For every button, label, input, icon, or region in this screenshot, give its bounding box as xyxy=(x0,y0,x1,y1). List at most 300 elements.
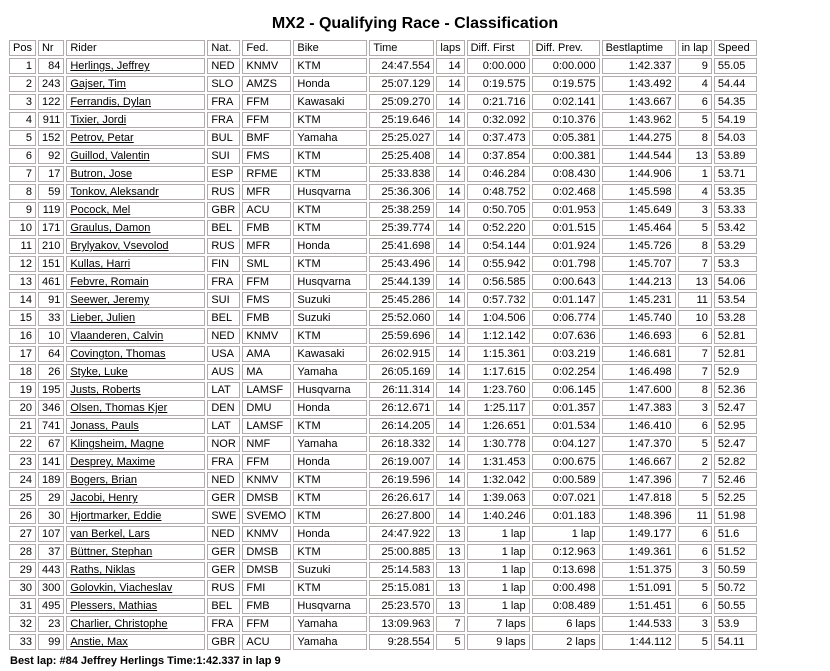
cell-laps: 14 xyxy=(436,148,464,164)
cell-speed: 53.33 xyxy=(714,202,757,218)
cell-nr: 189 xyxy=(38,472,64,488)
cell-time: 25:15.081 xyxy=(369,580,434,596)
cell-speed: 52.95 xyxy=(714,418,757,434)
column-header-nr: Nr xyxy=(38,40,64,56)
rider-link[interactable]: Herlings, Jeffrey xyxy=(70,60,150,72)
cell-speed: 52.81 xyxy=(714,346,757,362)
cell-pos: 9 xyxy=(9,202,36,218)
cell-nat: GBR xyxy=(207,634,240,650)
table-row xyxy=(9,598,757,614)
cell-laps: 13 xyxy=(436,562,464,578)
rider-link[interactable]: Jonass, Pauls xyxy=(70,420,139,432)
cell-diff-first: 1:25.117 xyxy=(467,400,530,416)
rider-link[interactable]: Olsen, Thomas Kjer xyxy=(70,402,168,414)
cell-time: 26:26.617 xyxy=(369,490,434,506)
cell-rider xyxy=(66,472,205,488)
rider-link[interactable]: Butron, Jose xyxy=(70,168,133,180)
cell-pos: 16 xyxy=(9,328,36,344)
cell-rider xyxy=(66,562,205,578)
rider-link[interactable]: Justs, Roberts xyxy=(70,384,141,396)
rider-link[interactable]: Jacobi, Henry xyxy=(70,492,138,504)
cell-fed: FMB xyxy=(242,310,291,326)
cell-laps: 14 xyxy=(436,508,464,524)
cell-nat: GER xyxy=(207,544,240,560)
cell-bike: Honda xyxy=(293,76,367,92)
cell-laps: 14 xyxy=(436,130,464,146)
table-row xyxy=(9,256,757,272)
cell-fed: KNMV xyxy=(242,328,291,344)
rider-link[interactable]: Klingsheim, Magne xyxy=(70,438,164,450)
rider-link[interactable]: van Berkel, Lars xyxy=(70,528,150,540)
cell-pos: 19 xyxy=(9,382,36,398)
cell-nat: SWE xyxy=(207,508,240,524)
cell-in-lap: 1 xyxy=(678,166,712,182)
cell-diff-first: 1:39.063 xyxy=(467,490,530,506)
rider-link[interactable]: Ferrandis, Dylan xyxy=(70,96,152,108)
cell-bike: Yamaha xyxy=(293,634,367,650)
cell-bike: Husqvarna xyxy=(293,382,367,398)
cell-diff-first: 0:55.942 xyxy=(467,256,530,272)
table-row xyxy=(9,328,757,344)
rider-link[interactable]: Styke, Luke xyxy=(70,366,128,378)
cell-diff-first: 1 lap xyxy=(467,526,530,542)
cell-speed: 53.71 xyxy=(714,166,757,182)
table-row xyxy=(9,148,757,164)
cell-speed: 52.82 xyxy=(714,454,757,470)
cell-pos: 30 xyxy=(9,580,36,596)
cell-bike: KTM xyxy=(293,148,367,164)
cell-time: 25:36.306 xyxy=(369,184,434,200)
cell-bike: KTM xyxy=(293,220,367,236)
cell-laps: 14 xyxy=(436,274,464,290)
cell-diff-prev: 0:07.021 xyxy=(532,490,600,506)
cell-time: 25:45.286 xyxy=(369,292,434,308)
cell-time: 13:09.963 xyxy=(369,616,434,632)
cell-diff-first: 0:37.473 xyxy=(467,130,530,146)
cell-fed: DMSB xyxy=(242,544,291,560)
cell-diff-prev: 0:13.698 xyxy=(532,562,600,578)
cell-rider xyxy=(66,58,205,74)
cell-pos: 7 xyxy=(9,166,36,182)
cell-speed: 54.03 xyxy=(714,130,757,146)
cell-time: 26:14.205 xyxy=(369,418,434,434)
cell-rider xyxy=(66,544,205,560)
column-header-nat: Nat. xyxy=(207,40,240,56)
cell-nr: 92 xyxy=(38,148,64,164)
rider-link[interactable]: Bogers, Brian xyxy=(70,474,137,486)
cell-in-lap: 3 xyxy=(678,616,712,632)
cell-speed: 51.6 xyxy=(714,526,757,542)
cell-diff-prev: 0:04.127 xyxy=(532,436,600,452)
cell-diff-first: 0:46.284 xyxy=(467,166,530,182)
rider-link[interactable]: Tixier, Jordi xyxy=(70,114,127,126)
cell-diff-first: 0:37.854 xyxy=(467,148,530,164)
cell-in-lap: 6 xyxy=(678,598,712,614)
rider-link[interactable]: Lieber, Julien xyxy=(70,312,136,324)
cell-rider xyxy=(66,400,205,416)
cell-time: 25:38.259 xyxy=(369,202,434,218)
cell-bestlaptime: 1:47.370 xyxy=(602,436,676,452)
cell-laps: 14 xyxy=(436,238,464,254)
cell-bestlaptime: 1:47.396 xyxy=(602,472,676,488)
cell-bike: Husqvarna xyxy=(293,184,367,200)
cell-pos: 15 xyxy=(9,310,36,326)
cell-bike: KTM xyxy=(293,472,367,488)
cell-bestlaptime: 1:51.091 xyxy=(602,580,676,596)
cell-speed: 52.25 xyxy=(714,490,757,506)
cell-nat: SLO xyxy=(207,76,240,92)
cell-bestlaptime: 1:43.492 xyxy=(602,76,676,92)
cell-diff-first: 1 lap xyxy=(467,562,530,578)
cell-speed: 53.9 xyxy=(714,616,757,632)
cell-diff-prev: 0:00.643 xyxy=(532,274,600,290)
cell-bestlaptime: 1:44.906 xyxy=(602,166,676,182)
cell-time: 26:19.596 xyxy=(369,472,434,488)
cell-diff-first: 0:48.752 xyxy=(467,184,530,200)
cell-in-lap: 10 xyxy=(678,310,712,326)
cell-in-lap: 5 xyxy=(678,112,712,128)
table-row xyxy=(9,454,757,470)
cell-in-lap: 6 xyxy=(678,94,712,110)
cell-diff-prev: 0:05.381 xyxy=(532,130,600,146)
cell-diff-prev: 0:01.357 xyxy=(532,400,600,416)
table-row xyxy=(9,634,757,650)
cell-in-lap: 3 xyxy=(678,202,712,218)
cell-nat: RUS xyxy=(207,238,240,254)
rider-link[interactable]: Graulus, Damon xyxy=(70,222,151,234)
cell-in-lap: 5 xyxy=(678,580,712,596)
cell-fed: AMZS xyxy=(242,76,291,92)
cell-diff-first: 1:32.042 xyxy=(467,472,530,488)
cell-speed: 52.47 xyxy=(714,436,757,452)
cell-rider xyxy=(66,238,205,254)
cell-bestlaptime: 1:46.498 xyxy=(602,364,676,380)
cell-diff-prev: 0:06.145 xyxy=(532,382,600,398)
cell-time: 25:19.646 xyxy=(369,112,434,128)
cell-diff-prev: 0:01.798 xyxy=(532,256,600,272)
cell-bestlaptime: 1:44.213 xyxy=(602,274,676,290)
cell-rider xyxy=(66,202,205,218)
cell-nat: DEN xyxy=(207,400,240,416)
cell-speed: 53.89 xyxy=(714,148,757,164)
table-row xyxy=(9,562,757,578)
cell-diff-first: 0:52.220 xyxy=(467,220,530,236)
cell-speed: 54.19 xyxy=(714,112,757,128)
cell-laps: 14 xyxy=(436,310,464,326)
cell-diff-first: 1:17.615 xyxy=(467,364,530,380)
cell-laps: 14 xyxy=(436,364,464,380)
cell-nat: GBR xyxy=(207,202,240,218)
rider-link[interactable]: Pocock, Mel xyxy=(70,204,131,216)
cell-bestlaptime: 1:49.361 xyxy=(602,544,676,560)
cell-diff-prev: 0:00.589 xyxy=(532,472,600,488)
cell-diff-first: 1 lap xyxy=(467,598,530,614)
cell-nr: 64 xyxy=(38,346,64,362)
cell-rider xyxy=(66,418,205,434)
cell-bike: Kawasaki xyxy=(293,346,367,362)
cell-time: 24:47.922 xyxy=(369,526,434,542)
cell-nr: 59 xyxy=(38,184,64,200)
cell-nr: 210 xyxy=(38,238,64,254)
cell-nr: 99 xyxy=(38,634,64,650)
cell-nat: NED xyxy=(207,472,240,488)
cell-pos: 4 xyxy=(9,112,36,128)
cell-in-lap: 9 xyxy=(678,58,712,74)
cell-bestlaptime: 1:46.693 xyxy=(602,328,676,344)
cell-rider xyxy=(66,616,205,632)
cell-time: 25:14.583 xyxy=(369,562,434,578)
rider-link[interactable]: Petrov, Petar xyxy=(70,132,134,144)
table-row xyxy=(9,382,757,398)
rider-link[interactable]: Guillod, Valentin xyxy=(70,150,150,162)
cell-nr: 300 xyxy=(38,580,64,596)
cell-nr: 33 xyxy=(38,310,64,326)
cell-pos: 21 xyxy=(9,418,36,434)
cell-in-lap: 11 xyxy=(678,508,712,524)
rider-link[interactable]: Vlaanderen, Calvin xyxy=(70,330,164,342)
table-row xyxy=(9,112,757,128)
column-header-pos: Pos xyxy=(9,40,36,56)
cell-speed: 52.9 xyxy=(714,364,757,380)
rider-link[interactable]: Golovkin, Viacheslav xyxy=(70,582,173,594)
table-row xyxy=(9,238,757,254)
cell-diff-first: 1:30.778 xyxy=(467,436,530,452)
cell-diff-first: 1:31.453 xyxy=(467,454,530,470)
cell-bestlaptime: 1:48.396 xyxy=(602,508,676,524)
rider-link[interactable]: Anstie, Max xyxy=(70,636,128,648)
cell-bestlaptime: 1:47.600 xyxy=(602,382,676,398)
cell-fed: KNMV xyxy=(242,526,291,542)
cell-speed: 54.11 xyxy=(714,634,757,650)
cell-time: 25:52.060 xyxy=(369,310,434,326)
cell-fed: KNMV xyxy=(242,58,291,74)
rider-link[interactable]: Gajser, Tim xyxy=(70,78,126,90)
cell-nat: FRA xyxy=(207,454,240,470)
cell-pos: 11 xyxy=(9,238,36,254)
cell-nr: 23 xyxy=(38,616,64,632)
cell-nr: 346 xyxy=(38,400,64,416)
cell-rider xyxy=(66,256,205,272)
cell-laps: 13 xyxy=(436,544,464,560)
cell-pos: 8 xyxy=(9,184,36,200)
cell-bestlaptime: 1:42.337 xyxy=(602,58,676,74)
cell-pos: 18 xyxy=(9,364,36,380)
cell-speed: 54.35 xyxy=(714,94,757,110)
cell-bike: Suzuki xyxy=(293,562,367,578)
table-row xyxy=(9,76,757,92)
cell-time: 25:23.570 xyxy=(369,598,434,614)
cell-in-lap: 5 xyxy=(678,436,712,452)
cell-time: 25:25.027 xyxy=(369,130,434,146)
rider-link[interactable]: Seewer, Jeremy xyxy=(70,294,150,306)
cell-rider xyxy=(66,508,205,524)
cell-pos: 12 xyxy=(9,256,36,272)
table-row xyxy=(9,166,757,182)
cell-laps: 14 xyxy=(436,490,464,506)
column-header-diff-first: Diff. First xyxy=(467,40,530,56)
cell-pos: 17 xyxy=(9,346,36,362)
cell-bike: Honda xyxy=(293,454,367,470)
table-row xyxy=(9,472,757,488)
rider-link[interactable]: Covington, Thomas xyxy=(70,348,166,360)
cell-diff-first: 0:32.092 xyxy=(467,112,530,128)
cell-speed: 50.72 xyxy=(714,580,757,596)
cell-nat: SUI xyxy=(207,148,240,164)
cell-bike: Yamaha xyxy=(293,130,367,146)
cell-in-lap: 7 xyxy=(678,472,712,488)
cell-diff-prev: 0:02.141 xyxy=(532,94,600,110)
cell-rider xyxy=(66,490,205,506)
cell-diff-prev: 0:01.147 xyxy=(532,292,600,308)
rider-link[interactable]: Raths, Niklas xyxy=(70,564,136,576)
page-title: MX2 - Qualifying Race - Classification xyxy=(271,15,559,32)
cell-diff-prev: 0:01.515 xyxy=(532,220,600,236)
cell-rider xyxy=(66,580,205,596)
cell-time: 25:39.774 xyxy=(369,220,434,236)
table-header-row xyxy=(9,40,757,56)
cell-bike: Suzuki xyxy=(293,292,367,308)
cell-bike: KTM xyxy=(293,418,367,434)
cell-fed: RFME xyxy=(242,166,291,182)
cell-time: 25:33.838 xyxy=(369,166,434,182)
cell-nat: NED xyxy=(207,328,240,344)
cell-nr: 91 xyxy=(38,292,64,308)
cell-nat: BEL xyxy=(207,220,240,236)
table-row xyxy=(9,274,757,290)
cell-in-lap: 7 xyxy=(678,364,712,380)
cell-bestlaptime: 1:45.740 xyxy=(602,310,676,326)
cell-speed: 55.05 xyxy=(714,58,757,74)
table-row xyxy=(9,346,757,362)
cell-fed: NMF xyxy=(242,436,291,452)
cell-diff-prev: 0:00.675 xyxy=(532,454,600,470)
cell-rider xyxy=(66,76,205,92)
column-header-in-lap: in lap xyxy=(678,40,712,56)
rider-link[interactable]: Plessers, Mathias xyxy=(70,600,158,612)
cell-rider xyxy=(66,526,205,542)
cell-rider xyxy=(66,184,205,200)
table-row xyxy=(9,544,757,560)
cell-diff-first: 1:40.246 xyxy=(467,508,530,524)
cell-time: 25:09.270 xyxy=(369,94,434,110)
cell-laps: 14 xyxy=(436,76,464,92)
cell-laps: 14 xyxy=(436,58,464,74)
cell-time: 26:05.169 xyxy=(369,364,434,380)
cell-diff-first: 0:21.716 xyxy=(467,94,530,110)
rider-link[interactable]: Büttner, Stephan xyxy=(70,546,153,558)
cell-bike: Suzuki xyxy=(293,310,367,326)
cell-bike: Kawasaki xyxy=(293,94,367,110)
cell-bestlaptime: 1:51.375 xyxy=(602,562,676,578)
cell-diff-first: 9 laps xyxy=(467,634,530,650)
cell-bike: Yamaha xyxy=(293,436,367,452)
cell-fed: KNMV xyxy=(242,472,291,488)
cell-in-lap: 3 xyxy=(678,400,712,416)
rider-link[interactable]: Kullas, Harri xyxy=(70,258,131,270)
cell-in-lap: 13 xyxy=(678,274,712,290)
cell-diff-prev: 0:01.534 xyxy=(532,418,600,434)
cell-pos: 20 xyxy=(9,400,36,416)
rider-link[interactable]: Charlier, Christophe xyxy=(70,618,168,630)
cell-speed: 54.44 xyxy=(714,76,757,92)
cell-fed: FFM xyxy=(242,112,291,128)
table-row xyxy=(9,58,757,74)
rider-link[interactable]: Hjortmarker, Eddie xyxy=(70,510,162,522)
cell-in-lap: 5 xyxy=(678,634,712,650)
cell-rider xyxy=(66,130,205,146)
rider-link[interactable]: Tonkov, Aleksandr xyxy=(70,186,159,198)
cell-bike: KTM xyxy=(293,112,367,128)
cell-time: 26:12.671 xyxy=(369,400,434,416)
cell-nat: FRA xyxy=(207,94,240,110)
rider-link[interactable]: Febvre, Romain xyxy=(70,276,149,288)
cell-in-lap: 4 xyxy=(678,76,712,92)
cell-rider xyxy=(66,346,205,362)
rider-link[interactable]: Desprey, Maxime xyxy=(70,456,156,468)
cell-nat: FRA xyxy=(207,112,240,128)
cell-bestlaptime: 1:45.707 xyxy=(602,256,676,272)
cell-pos: 29 xyxy=(9,562,36,578)
cell-nat: RUS xyxy=(207,580,240,596)
cell-fed: DMU xyxy=(242,400,291,416)
cell-diff-first: 1:12.142 xyxy=(467,328,530,344)
cell-nat: AUS xyxy=(207,364,240,380)
cell-laps: 14 xyxy=(436,202,464,218)
cell-rider xyxy=(66,454,205,470)
cell-laps: 14 xyxy=(436,472,464,488)
cell-in-lap: 6 xyxy=(678,544,712,560)
cell-laps: 14 xyxy=(436,112,464,128)
cell-laps: 7 xyxy=(436,616,464,632)
cell-time: 26:18.332 xyxy=(369,436,434,452)
table-row xyxy=(9,400,757,416)
cell-laps: 14 xyxy=(436,454,464,470)
cell-diff-prev: 0:08.430 xyxy=(532,166,600,182)
cell-bike: KTM xyxy=(293,508,367,524)
cell-bestlaptime: 1:46.410 xyxy=(602,418,676,434)
cell-speed: 51.52 xyxy=(714,544,757,560)
cell-fed: MA xyxy=(242,364,291,380)
cell-speed: 51.98 xyxy=(714,508,757,524)
cell-nat: NOR xyxy=(207,436,240,452)
cell-bike: KTM xyxy=(293,256,367,272)
rider-link[interactable]: Brylyakov, Vsevolod xyxy=(70,240,169,252)
cell-diff-first: 0:54.144 xyxy=(467,238,530,254)
cell-diff-first: 0:19.575 xyxy=(467,76,530,92)
cell-in-lap: 2 xyxy=(678,454,712,470)
cell-laps: 14 xyxy=(436,94,464,110)
cell-laps: 14 xyxy=(436,166,464,182)
cell-in-lap: 6 xyxy=(678,328,712,344)
cell-laps: 14 xyxy=(436,184,464,200)
cell-bike: Yamaha xyxy=(293,364,367,380)
cell-pos: 13 xyxy=(9,274,36,290)
cell-bike: Husqvarna xyxy=(293,598,367,614)
cell-bike: KTM xyxy=(293,202,367,218)
cell-bestlaptime: 1:51.451 xyxy=(602,598,676,614)
cell-laps: 14 xyxy=(436,400,464,416)
cell-rider xyxy=(66,166,205,182)
cell-pos: 25 xyxy=(9,490,36,506)
column-header-bestlaptime: Bestlaptime xyxy=(602,40,676,56)
cell-nr: 26 xyxy=(38,364,64,380)
cell-nat: ESP xyxy=(207,166,240,182)
cell-nr: 107 xyxy=(38,526,64,542)
table-row xyxy=(9,418,757,434)
cell-bestlaptime: 1:45.231 xyxy=(602,292,676,308)
cell-bike: Honda xyxy=(293,400,367,416)
cell-nr: 29 xyxy=(38,490,64,506)
